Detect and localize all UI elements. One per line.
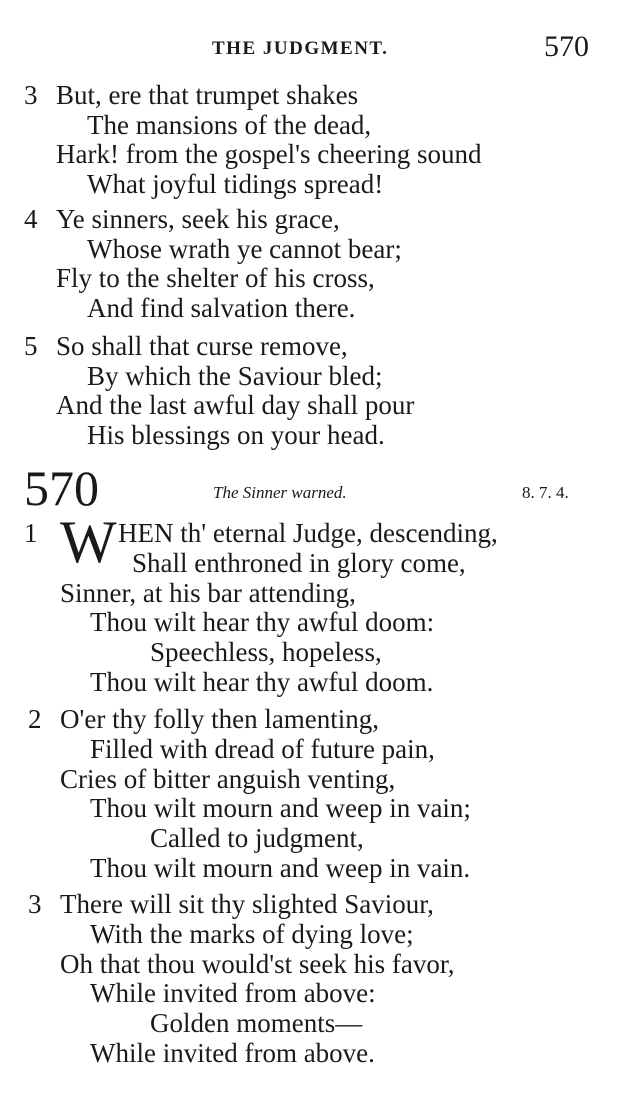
verse-line: While invited from above: bbox=[90, 978, 376, 1008]
page-number: 570 bbox=[544, 30, 589, 63]
verse-line: Golden moments— bbox=[150, 1008, 363, 1038]
verse-line: So shall that curse remove, bbox=[56, 331, 348, 361]
verse-line: Fly to the shelter of his cross, bbox=[56, 263, 375, 293]
verse-line: Speechless, hopeless, bbox=[150, 637, 382, 667]
verse-line: Filled with dread of future pain, bbox=[90, 734, 435, 764]
verse-line: By which the Saviour bled; bbox=[87, 361, 383, 391]
verse-number: 5 bbox=[24, 331, 38, 361]
verse-line: O'er thy folly then lamenting, bbox=[60, 704, 380, 734]
verse-line: But, ere that trumpet shakes bbox=[56, 80, 359, 110]
running-title: THE JUDGMENT. bbox=[212, 38, 389, 59]
verse-line: Thou wilt hear thy awful doom. bbox=[90, 667, 434, 697]
verse-number: 1 bbox=[24, 518, 38, 548]
verse-line: Cries of bitter anguish venting, bbox=[60, 764, 396, 794]
verse-line: His blessings on your head. bbox=[87, 420, 385, 450]
verse-line: There will sit thy slighted Saviour, bbox=[60, 889, 434, 919]
verse-number: 4 bbox=[24, 204, 38, 234]
verse-line: Thou wilt mourn and weep in vain. bbox=[90, 853, 471, 883]
verse-line: Thou wilt mourn and weep in vain; bbox=[90, 793, 471, 823]
verse-number: 2 bbox=[28, 704, 42, 734]
verse-line: While invited from above. bbox=[90, 1038, 375, 1068]
drop-cap: W bbox=[60, 509, 117, 575]
verse-line: Thou wilt hear thy awful doom: bbox=[90, 607, 435, 637]
verse-line: Shall enthroned in glory come, bbox=[132, 548, 466, 578]
verse-line: And the last awful day shall pour bbox=[56, 390, 415, 420]
hymn-number: 570 bbox=[24, 460, 99, 516]
verse-line: Ye sinners, seek his grace, bbox=[56, 204, 340, 234]
verse-line: With the marks of dying love; bbox=[90, 919, 414, 949]
verse-line: What joyful tidings spread! bbox=[87, 169, 384, 199]
verse-number: 3 bbox=[28, 889, 42, 919]
hymn-meter: 8. 7. 4. bbox=[522, 483, 569, 502]
verse-number: 3 bbox=[24, 80, 38, 110]
verse-line: The mansions of the dead, bbox=[87, 110, 372, 140]
verse-line: Called to judgment, bbox=[150, 823, 364, 853]
verse-line: HEN th' eternal Judge, descending, bbox=[118, 518, 498, 548]
verse-line: Sinner, at his bar attending, bbox=[60, 578, 356, 608]
verse-line: And find salvation there. bbox=[87, 293, 356, 323]
verse-line: Hark! from the gospel's cheering sound bbox=[56, 139, 482, 169]
hymn-title: The Sinner warned. bbox=[213, 483, 347, 502]
verse-line: Whose wrath ye cannot bear; bbox=[87, 234, 402, 264]
verse-line: Oh that thou would'st seek his favor, bbox=[60, 949, 455, 979]
